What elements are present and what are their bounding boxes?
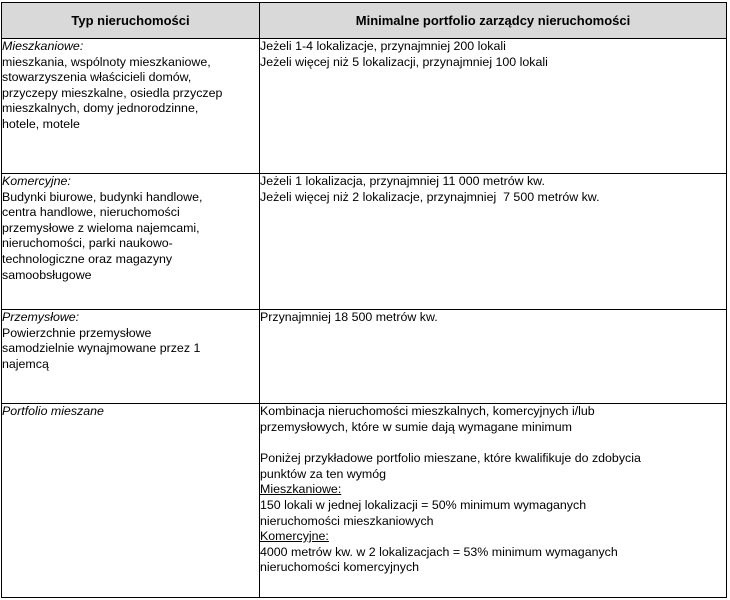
property-type-desc-line: samodzielnie wynajmowane przez 1	[2, 341, 201, 356]
requirement-cell	[260, 174, 727, 310]
mixed-intro-line: Kombinacja nieruchomości mieszkalnych, komercyjnych i/lub	[260, 404, 595, 418]
example-residential-line: 150 lokali w jednej lokalizacji = 50% minimum wymaganych	[260, 497, 587, 512]
property-portfolio-table	[1, 2, 727, 598]
example-commercial-label: Komercyjne:	[260, 529, 329, 544]
example-intro-line: punktów za ten wymóg	[260, 466, 387, 481]
property-type-desc-line: stowarzyszenia właścicieli domów,	[2, 70, 192, 85]
table-row	[2, 174, 727, 310]
property-type-desc-line: przemysłowe z wieloma najemcami,	[2, 220, 200, 235]
header-property-type: Typ nieruchomości	[2, 3, 260, 39]
property-type-desc-line: nieruchomości, parki naukowo-	[2, 236, 173, 251]
property-type-desc-line: mieszkania, wspólnoty mieszkaniowe,	[2, 54, 211, 69]
requirement-cell	[260, 39, 727, 174]
header-minimum-portfolio: Minimalne portfolio zarządcy nieruchomości	[260, 3, 727, 39]
property-type-desc-line: samoobsługowe	[2, 267, 92, 282]
property-type-desc-line: technologiczne oraz magazyny	[2, 251, 173, 266]
property-type-cell	[2, 174, 260, 310]
example-residential-line: nieruchomości mieszkaniowych	[260, 513, 434, 528]
spacer	[260, 435, 726, 451]
example-residential-label: Mieszkaniowe:	[260, 482, 342, 497]
property-type-desc-line: najemcą	[2, 356, 49, 371]
property-type-cell	[2, 310, 260, 404]
example-commercial-line: 4000 metrów kw. w 2 lokalizacjach = 53% minimum wymaganych	[260, 544, 618, 559]
property-type-desc-line: przyczepy mieszkalne, osiedla przyczep	[2, 85, 223, 100]
property-type-title: Mieszkaniowe:	[2, 39, 84, 53]
property-type-desc-line: hotele, motele	[2, 116, 80, 131]
property-type-cell	[2, 39, 260, 174]
property-type-desc-line: Budynki biurowe, budynki handlowe,	[2, 189, 203, 204]
property-type-desc-line: mieszkalnych, domy jednorodzinne,	[2, 101, 199, 116]
header-row	[2, 3, 727, 39]
example-intro-line: Poniżej przykładowe portfolio mieszane, które kwalifikuje do zdobycia	[260, 451, 641, 466]
requirement-cell	[260, 404, 727, 598]
property-type-desc-line: centra handlowe, nieruchomości	[2, 205, 180, 220]
requirement-line: Jeżeli więcej niż 2 lokalizacje, przynajmniej 7 500 metrów kw.	[260, 189, 600, 204]
property-type-title: Przemysłowe:	[2, 310, 80, 324]
property-type-cell	[2, 404, 260, 598]
requirement-cell	[260, 310, 727, 404]
example-commercial-line: nieruchomości komercyjnych	[260, 560, 420, 575]
table-row	[2, 404, 727, 598]
table-row	[2, 310, 727, 404]
mixed-intro-line: przemysłowych, które w sumie dają wymagane minimum	[260, 419, 572, 434]
property-type-title: Komercyjne:	[2, 174, 71, 188]
requirement-line: Przynajmniej 18 500 metrów kw.	[260, 310, 438, 324]
requirement-line: Jeżeli więcej niż 5 lokalizacji, przynajmniej 100 lokali	[260, 54, 548, 69]
requirement-line: Jeżeli 1 lokalizacja, przynajmniej 11 000 metrów kw.	[260, 174, 545, 188]
table-row	[2, 39, 727, 174]
property-type-desc-line: Powierzchnie przemysłowe	[2, 325, 152, 340]
property-type-title: Portfolio mieszane	[2, 404, 104, 418]
requirement-line: Jeżeli 1-4 lokalizacje, przynajmniej 200 lokali	[260, 39, 506, 53]
